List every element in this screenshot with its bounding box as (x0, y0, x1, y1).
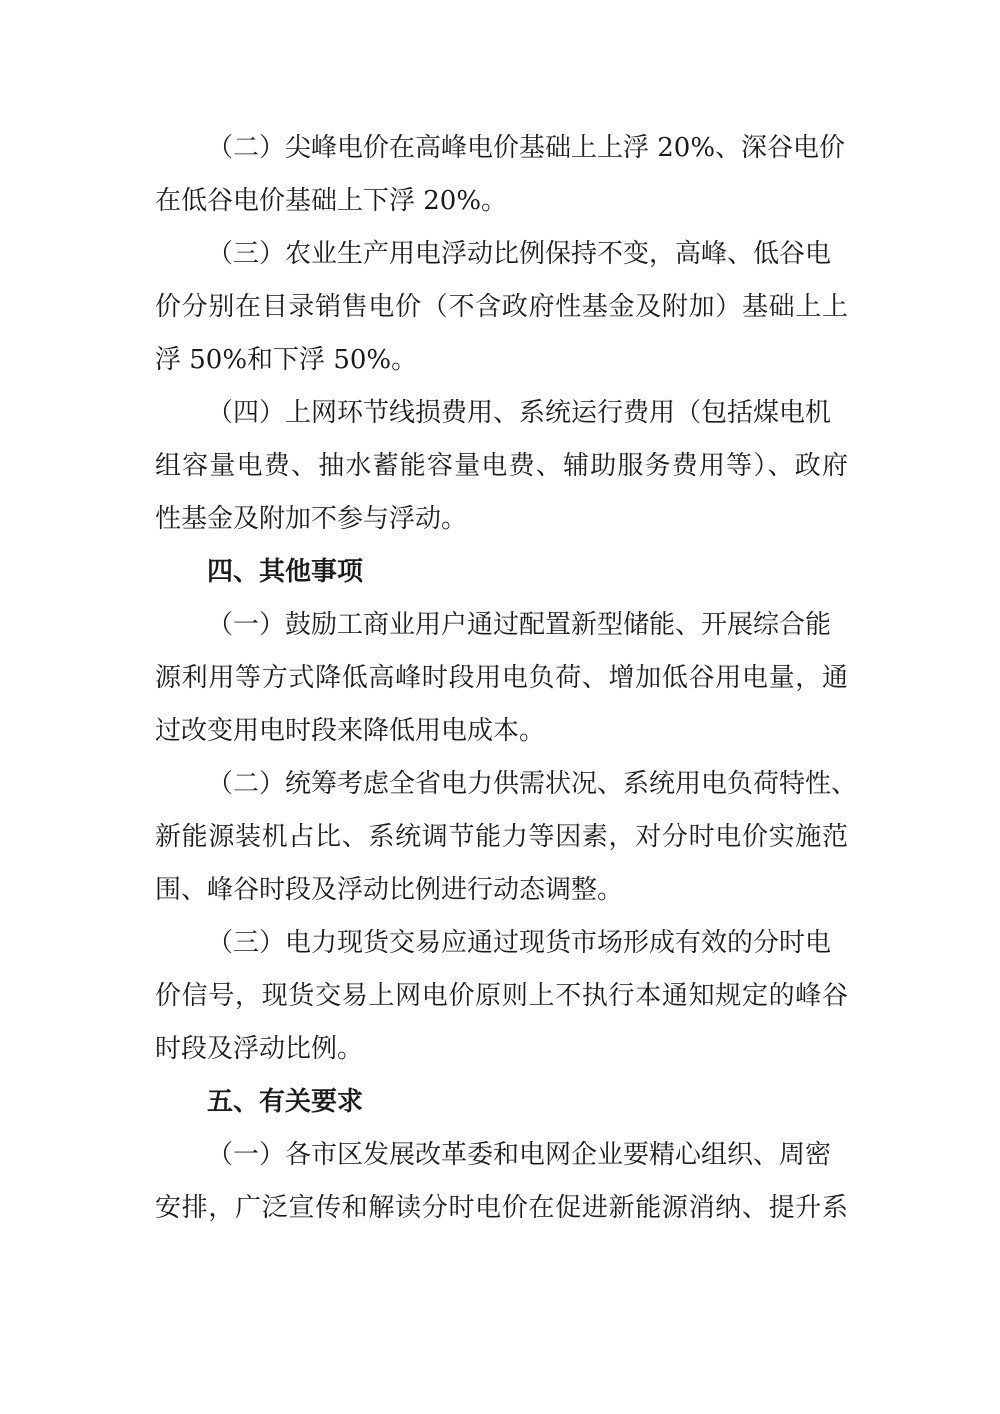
section-heading: 四、其他事项 (207, 557, 364, 587)
paragraph-line: 价分别在目录销售电价（不含政府性基金及附加）基础上上 (155, 292, 848, 322)
paragraph-line: 时段及浮动比例。 (155, 1034, 364, 1064)
paragraph-line: （一）各市区发展改革委和电网企业要精心组织、周密 (207, 1140, 832, 1170)
paragraph-line: 价信号，现货交易上网电价原则上不执行本通知规定的峰谷 (155, 981, 848, 1011)
section-heading: 五、有关要求 (207, 1087, 364, 1117)
paragraph-line: （一）鼓励工商业用户通过配置新型储能、开展综合能 (207, 610, 832, 640)
paragraph-line: （四）上网环节线损费用、系统运行费用（包括煤电机 (207, 398, 832, 428)
paragraph-line: （二）尖峰电价在高峰电价基础上上浮 20%、深谷电价 (207, 133, 846, 163)
paragraph-line: 性基金及附加不参与浮动。 (155, 504, 468, 534)
paragraph-line: （三）电力现货交易应通过现货市场形成有效的分时电 (207, 928, 832, 958)
paragraph-line: 新能源装机占比、系统调节能力等因素，对分时电价实施范 (155, 822, 848, 852)
paragraph-line: （三）农业生产用电浮动比例保持不变，高峰、低谷电 (207, 239, 832, 269)
paragraph-line: 安排，广泛宣传和解读分时电价在促进新能源消纳、提升系 (155, 1193, 848, 1223)
paragraph-line: 浮 50%和下浮 50%。 (155, 345, 418, 375)
paragraph-line: 围、峰谷时段及浮动比例进行动态调整。 (155, 875, 624, 905)
paragraph-line: 在低谷电价基础上下浮 20%。 (155, 186, 508, 216)
paragraph-line: 组容量电费、抽水蓄能容量电费、辅助服务费用等）、政府 (155, 451, 848, 481)
paragraph-line: 过改变用电时段来降低用电成本。 (155, 716, 546, 746)
paragraph-line: （二）统筹考虑全省电力供需状况、系统用电负荷特性、 (207, 769, 858, 799)
paragraph-line: 源利用等方式降低高峰时段用电负荷、增加低谷用电量，通 (155, 663, 848, 693)
